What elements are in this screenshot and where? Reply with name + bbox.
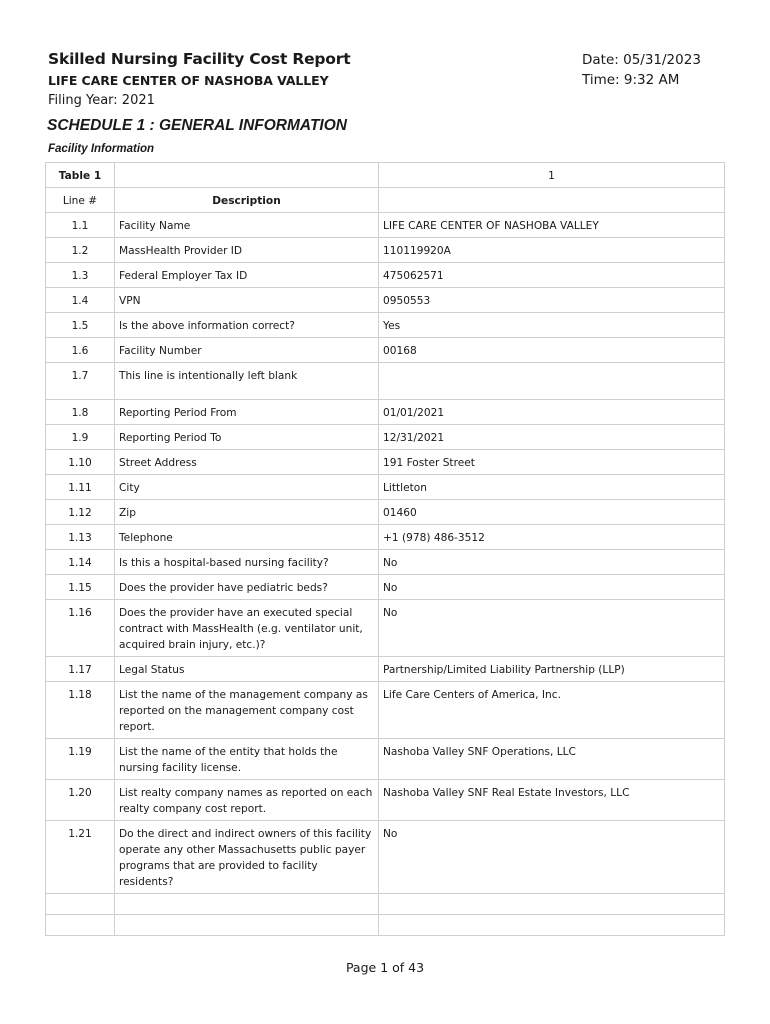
row-description: Does the provider have an executed special contract with MassHealth (e.g. ventilator unit, acquired brain injury, etc.)? bbox=[115, 600, 379, 657]
table-row bbox=[46, 550, 725, 575]
line-number: 1.14 bbox=[46, 550, 115, 575]
row-value: 01460 bbox=[379, 500, 725, 525]
row-description: Facility Number bbox=[115, 338, 379, 363]
table-row bbox=[46, 288, 725, 313]
table-row bbox=[46, 313, 725, 338]
row-value: +1 (978) 486-3512 bbox=[379, 525, 725, 550]
row-value: Yes bbox=[379, 313, 725, 338]
row-description: Is the above information correct? bbox=[115, 313, 379, 338]
line-number: 1.18 bbox=[46, 682, 115, 739]
line-number: 1.1 bbox=[46, 213, 115, 238]
row-value: No bbox=[379, 550, 725, 575]
empty-row bbox=[46, 894, 725, 915]
table-row bbox=[46, 400, 725, 425]
line-number: 1.7 bbox=[46, 363, 115, 400]
row-value: 0950553 bbox=[379, 288, 725, 313]
line-number: 1.16 bbox=[46, 600, 115, 657]
row-description: List the name of the management company as reported on the management company cost report. bbox=[115, 682, 379, 739]
table-row bbox=[46, 575, 725, 600]
line-number: 1.17 bbox=[46, 657, 115, 682]
row-description: This line is intentionally left blank bbox=[115, 363, 379, 400]
row-description: Federal Employer Tax ID bbox=[115, 263, 379, 288]
row-value: Life Care Centers of America, Inc. bbox=[379, 682, 725, 739]
table-row bbox=[46, 525, 725, 550]
table-row bbox=[46, 739, 725, 780]
row-value: Nashoba Valley SNF Real Estate Investors, LLC bbox=[379, 780, 725, 821]
empty-cell bbox=[46, 915, 115, 936]
row-description: Facility Name bbox=[115, 213, 379, 238]
row-value: No bbox=[379, 821, 725, 894]
filing-year: Filing Year: 2021 bbox=[48, 93, 155, 108]
row-description: Zip bbox=[115, 500, 379, 525]
table-label: Table 1 bbox=[46, 163, 115, 188]
line-number: 1.10 bbox=[46, 450, 115, 475]
table-header-row bbox=[46, 163, 725, 188]
line-number: 1.13 bbox=[46, 525, 115, 550]
line-number: 1.15 bbox=[46, 575, 115, 600]
table-row bbox=[46, 780, 725, 821]
row-value: Littleton bbox=[379, 475, 725, 500]
table-row bbox=[46, 238, 725, 263]
line-number: 1.6 bbox=[46, 338, 115, 363]
column-header-row bbox=[46, 188, 725, 213]
line-number: 1.12 bbox=[46, 500, 115, 525]
report-title: Skilled Nursing Facility Cost Report bbox=[48, 50, 351, 68]
row-description: VPN bbox=[115, 288, 379, 313]
table-row bbox=[46, 425, 725, 450]
row-value: 110119920A bbox=[379, 238, 725, 263]
line-number: 1.5 bbox=[46, 313, 115, 338]
line-number: 1.19 bbox=[46, 739, 115, 780]
line-number: 1.4 bbox=[46, 288, 115, 313]
table-row bbox=[46, 338, 725, 363]
row-description: City bbox=[115, 475, 379, 500]
table-header-blank bbox=[115, 163, 379, 188]
table-row bbox=[46, 263, 725, 288]
table-row bbox=[46, 821, 725, 894]
row-description: Is this a hospital-based nursing facility? bbox=[115, 550, 379, 575]
row-description: Reporting Period To bbox=[115, 425, 379, 450]
row-value: 01/01/2021 bbox=[379, 400, 725, 425]
empty-row bbox=[46, 915, 725, 936]
empty-cell bbox=[115, 894, 379, 915]
line-number: 1.20 bbox=[46, 780, 115, 821]
row-value: 191 Foster Street bbox=[379, 450, 725, 475]
table-row bbox=[46, 363, 725, 400]
row-value: LIFE CARE CENTER OF NASHOBA VALLEY bbox=[379, 213, 725, 238]
line-header: Line # bbox=[46, 188, 115, 213]
table-row bbox=[46, 475, 725, 500]
empty-cell bbox=[379, 894, 725, 915]
row-description: Legal Status bbox=[115, 657, 379, 682]
table-row bbox=[46, 600, 725, 657]
row-value: Nashoba Valley SNF Operations, LLC bbox=[379, 739, 725, 780]
value-header-blank bbox=[379, 188, 725, 213]
row-description: MassHealth Provider ID bbox=[115, 238, 379, 263]
line-number: 1.8 bbox=[46, 400, 115, 425]
empty-cell bbox=[115, 915, 379, 936]
row-description: List realty company names as reported on each realty company cost report. bbox=[115, 780, 379, 821]
line-number: 1.11 bbox=[46, 475, 115, 500]
report-time: Time: 9:32 AM bbox=[582, 72, 680, 88]
column-number: 1 bbox=[379, 163, 725, 188]
report-date: Date: 05/31/2023 bbox=[582, 52, 701, 68]
line-number: 1.3 bbox=[46, 263, 115, 288]
facility-info-table bbox=[45, 162, 725, 936]
row-value: Partnership/Limited Liability Partnership (LLP) bbox=[379, 657, 725, 682]
line-number: 1.21 bbox=[46, 821, 115, 894]
page-number: Page 1 of 43 bbox=[345, 960, 425, 975]
row-value: 00168 bbox=[379, 338, 725, 363]
row-description: Does the provider have pediatric beds? bbox=[115, 575, 379, 600]
schedule-title: SCHEDULE 1 : GENERAL INFORMATION bbox=[47, 117, 347, 134]
row-description: Reporting Period From bbox=[115, 400, 379, 425]
line-number: 1.9 bbox=[46, 425, 115, 450]
row-description: Telephone bbox=[115, 525, 379, 550]
description-header: Description bbox=[115, 188, 379, 213]
empty-cell bbox=[46, 894, 115, 915]
row-value: No bbox=[379, 600, 725, 657]
table-row bbox=[46, 500, 725, 525]
row-value bbox=[379, 363, 725, 400]
empty-cell bbox=[379, 915, 725, 936]
row-value: No bbox=[379, 575, 725, 600]
row-description: Street Address bbox=[115, 450, 379, 475]
row-description: Do the direct and indirect owners of this facility operate any other Massachusetts public payer programs that are provided to facility residents? bbox=[115, 821, 379, 894]
table-row bbox=[46, 450, 725, 475]
facility-name-header: LIFE CARE CENTER OF NASHOBA VALLEY bbox=[48, 73, 329, 88]
line-number: 1.2 bbox=[46, 238, 115, 263]
row-value: 475062571 bbox=[379, 263, 725, 288]
table-row bbox=[46, 213, 725, 238]
row-value: 12/31/2021 bbox=[379, 425, 725, 450]
table-row bbox=[46, 682, 725, 739]
row-description: List the name of the entity that holds the nursing facility license. bbox=[115, 739, 379, 780]
section-title: Facility Information bbox=[48, 143, 155, 155]
table-row bbox=[46, 657, 725, 682]
